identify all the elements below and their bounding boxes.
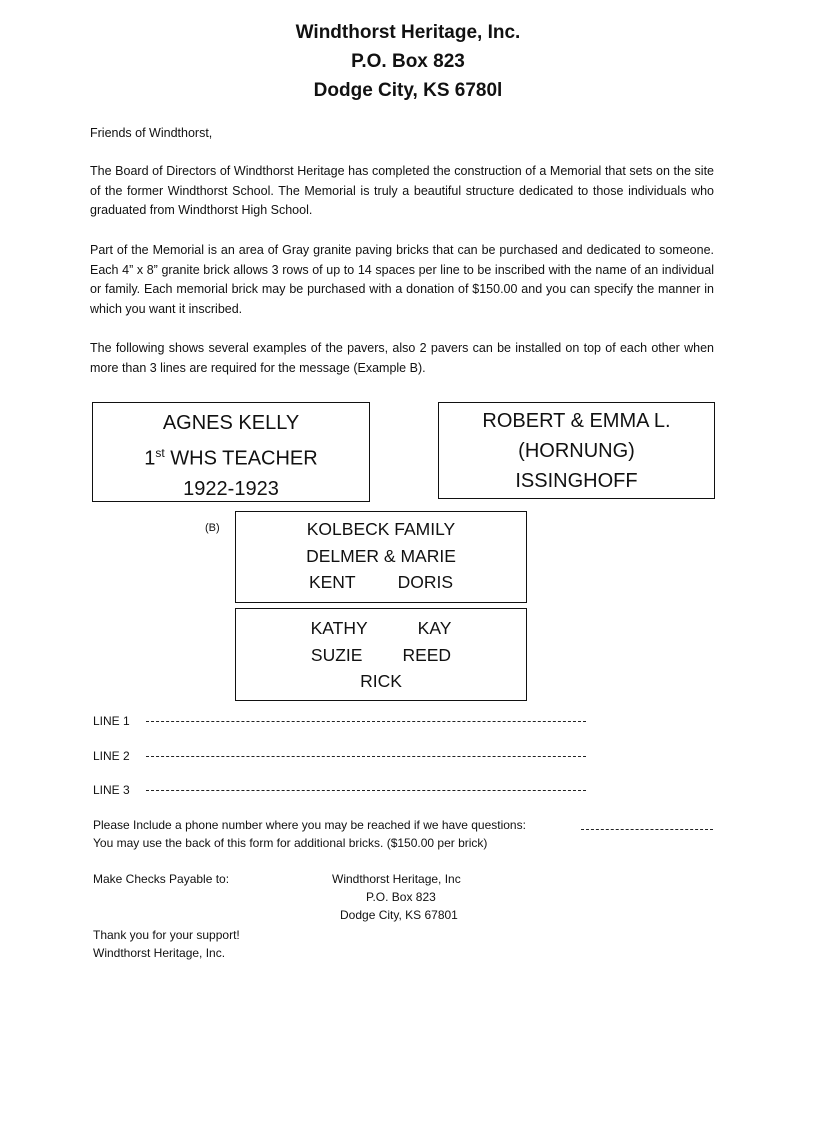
back-note: You may use the back of this form for additional bricks. ($150.00 per brick) — [93, 836, 488, 850]
paragraph-3: The following shows several examples of the pavers, also 2 pavers can be installed on top of each other when more than 3 lines are required for the message (Example B). — [90, 341, 714, 375]
payee-city: Dodge City, KS 67801 — [340, 908, 458, 922]
brick-a-line-2-sup: st — [155, 446, 165, 460]
brick-d-line-1 — [236, 615, 526, 642]
brick-d-line-1a: KATHY — [310, 618, 368, 638]
line-1-input[interactable] — [146, 719, 586, 722]
line-3-input[interactable] — [146, 788, 586, 791]
greeting: Friends of Windthorst, — [90, 126, 213, 140]
brick-c-line-3 — [236, 569, 526, 596]
brick-a-line-2 — [93, 438, 369, 474]
brick-d-line-1b: KAY — [417, 618, 452, 638]
brick-b-line-1: ROBERT & EMMA L. — [482, 410, 671, 432]
payee-po-box: P.O. Box 823 — [366, 890, 436, 904]
example-brick-d — [235, 608, 527, 701]
brick-d-line-3: RICK — [360, 671, 402, 691]
org-po-box: P.O. Box 823 — [351, 51, 465, 72]
brick-d-line-2b: REED — [402, 644, 452, 665]
brick-b-line-3: ISSINGHOFF — [515, 470, 638, 492]
phone-prompt: Please Include a phone number where you may be reached if we have questions: — [93, 818, 526, 832]
brick-c-line-3a: KENT — [308, 572, 356, 592]
example-brick-c — [235, 511, 527, 603]
org-name: Windthorst Heritage, Inc. — [295, 22, 521, 43]
brick-d-line-2a: SUZIE — [310, 644, 363, 665]
brick-c-line-1: KOLBECK FAMILY — [306, 519, 456, 539]
brick-c-line-3b: DORIS — [397, 572, 454, 592]
line-2-label: LINE 2 — [93, 749, 130, 763]
brick-a-line-2-rest: WHS TEACHER — [164, 447, 318, 470]
line-2-input[interactable] — [146, 754, 586, 757]
example-brick-b — [438, 402, 715, 499]
brick-a-line-2-num: 1 — [144, 447, 156, 470]
brick-d-line-2 — [236, 642, 526, 669]
brick-b-line-2: (HORNUNG) — [518, 440, 635, 462]
payee-name: Windthorst Heritage, Inc — [332, 872, 461, 886]
thank-you: Thank you for your support! — [93, 928, 240, 942]
phone-input[interactable] — [581, 828, 713, 830]
brick-a-line-1: AGNES KELLY — [162, 412, 300, 434]
org-city: Dodge City, KS 6780l — [313, 80, 503, 101]
brick-c-line-2: DELMER & MARIE — [306, 545, 456, 566]
example-b-label: (B) — [205, 522, 220, 534]
line-1-label: LINE 1 — [93, 714, 130, 728]
line-3-label: LINE 3 — [93, 783, 130, 797]
signature: Windthorst Heritage, Inc. — [93, 946, 226, 960]
brick-a-line-3: 1922-1923 — [183, 477, 279, 500]
payable-label: Make Checks Payable to: — [93, 872, 230, 886]
paragraph-2: Part of the Memorial is an area of Gray granite paving bricks that can be purchased and dedicated to someone. Each 4” x 8” granite brick allows 3 rows of up to 14 spaces per line to be inscribed with the name of an individual or family. Each memorial brick may be purchased with a donation of $150.00 and you can specify the manner in which you want it inscribed. — [90, 243, 714, 316]
paragraph-1: The Board of Directors of Windthorst Heritage has completed the construction of a Memorial that sets on the site of the former Windthorst School. The Memorial is truly a beautiful structure dedicated to those individuals who graduated from Windthorst High School. — [90, 164, 714, 217]
example-brick-a — [92, 402, 370, 502]
